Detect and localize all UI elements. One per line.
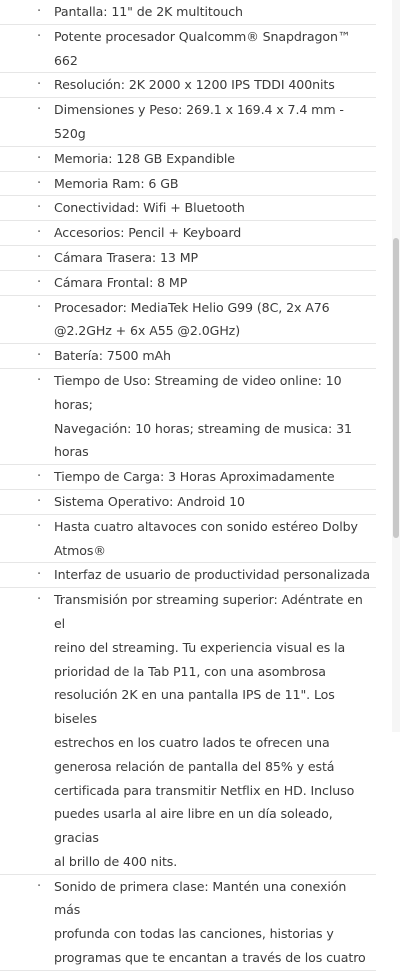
spec-item-text: Tiempo de Carga: 3 Horas Aproximadamente	[54, 469, 335, 485]
bullet-icon: ·	[36, 518, 42, 534]
spec-item-text: Conectividad: Wifi + Bluetooth	[54, 200, 245, 216]
bullet-icon: ·	[36, 77, 42, 93]
spec-item-text: Accesorios: Pencil + Keyboard	[54, 225, 242, 241]
spec-item-text: Potente procesador Qualcomm® Snapdragon™ 662	[54, 28, 351, 68]
spec-item-text: Pantalla: 11" de 2K multitouch	[54, 4, 243, 19]
bullet-icon: ·	[36, 150, 42, 166]
spec-item	[0, 875, 376, 971]
bullet-icon: ·	[36, 102, 42, 118]
spec-item-text: Hasta cuatro altavoces con sonido estéreo Dolby Atmos®	[54, 518, 358, 558]
bullet-icon: ·	[36, 592, 42, 608]
scrollbar-thumb[interactable]	[393, 238, 399, 538]
bullet-icon: ·	[36, 299, 42, 315]
bullet-icon: ·	[36, 249, 42, 265]
bullet-icon: ·	[36, 372, 42, 388]
spec-item	[0, 588, 376, 875]
bullet-icon: ·	[36, 878, 42, 894]
spec-item	[0, 0, 376, 25]
spec-item-text: Resolución: 2K 2000 x 1200 IPS TDDI 400nits	[54, 77, 335, 93]
bullet-icon: ·	[36, 493, 42, 509]
spec-item	[0, 246, 376, 271]
bullet-icon: ·	[36, 567, 42, 583]
spec-item	[0, 563, 376, 588]
spec-item-text: Interfaz de usuario de productividad personalizada	[54, 567, 370, 583]
spec-item-text: Procesador: MediaTek Helio G99 (8C, 2x A76 @2.2GHz + 6x A55 @2.0GHz)	[54, 299, 330, 339]
spec-item	[0, 147, 376, 172]
bullet-icon: ·	[36, 469, 42, 485]
spec-item-text: Sistema Operativo: Android 10	[54, 493, 245, 509]
spec-item	[0, 271, 376, 296]
spec-item	[0, 196, 376, 221]
spec-item-text: Cámara Frontal: 8 MP	[54, 274, 188, 290]
spec-item	[0, 98, 376, 147]
spec-item-text: Memoria Ram: 6 GB	[54, 175, 179, 191]
spec-item	[0, 515, 376, 564]
spec-item-text: Batería: 7500 mAh	[54, 348, 171, 364]
spec-item	[0, 490, 376, 515]
spec-item	[0, 296, 376, 345]
spec-item-text: Transmisión por streaming superior: Adéntrate en el reino del streaming. Tu experiencia visual es la prioridad de la Tab P11, con una asombrosa resolución 2K en una pantalla IPS de 11". Los biseles estrechos en los cuatro lados te ofrecen una generosa relación de pantalla del 85% y está certificada para transmitir Netflix en HD. Incluso puedes usarla al aire libre en un día soleado, gracias al brillo de 400 nits.	[54, 592, 363, 869]
bullet-icon: ·	[36, 225, 42, 241]
spec-item	[0, 221, 376, 246]
bullet-icon: ·	[36, 175, 42, 191]
spec-item	[0, 73, 376, 98]
spec-item-text: Cámara Trasera: 13 MP	[54, 249, 198, 265]
spec-item	[0, 369, 376, 465]
spec-item-text: Sonido de primera clase: Mantén una conexión más profunda con todas las canciones, historias y programas que te encantan a través de los cuatro	[54, 878, 366, 966]
spec-item-text: Dimensiones y Peso: 269.1 x 169.4 x 7.4 mm - 520g	[54, 102, 344, 141]
spec-item	[0, 25, 376, 74]
spec-item	[0, 344, 376, 369]
scrollbar-track[interactable]	[392, 0, 400, 732]
bullet-icon: ·	[36, 348, 42, 364]
bullet-icon: ·	[36, 200, 42, 216]
spec-item-text: Tiempo de Uso: Streaming de video online: 10 horas; Navegación: 10 horas; streaming de musica: 31 horas	[54, 372, 352, 460]
bullet-icon: ·	[36, 28, 42, 44]
spec-item	[0, 172, 376, 197]
spec-item-text: Memoria: 128 GB Expandible	[54, 150, 235, 166]
bullet-icon: ·	[36, 4, 42, 19]
spec-item	[0, 465, 376, 490]
bullet-icon: ·	[36, 274, 42, 290]
